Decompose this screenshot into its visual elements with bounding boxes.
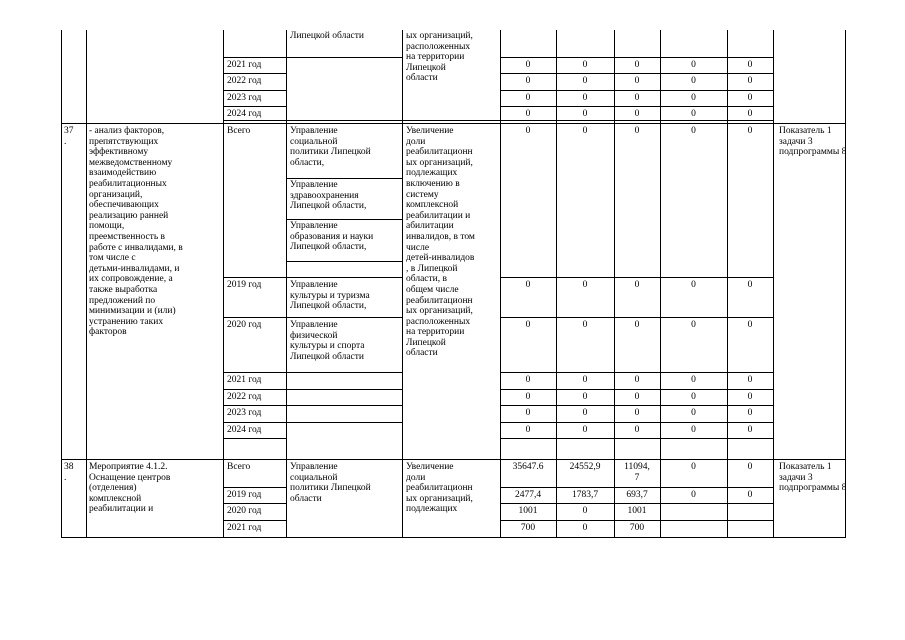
table-cell-value: 693,7 — [626, 490, 648, 500]
row-number: 38 . — [64, 462, 74, 483]
table-cell-year: 2024 год — [227, 425, 262, 435]
grid-line — [223, 106, 287, 107]
table-cell-value: 0 — [747, 425, 753, 435]
top-executor-text: Липецкой области — [290, 31, 365, 41]
grid-line — [286, 317, 403, 318]
table-cell-value: 0 — [691, 375, 696, 385]
grid-line — [61, 123, 846, 124]
table-cell-value: 0 — [582, 60, 588, 70]
table-cell-value: 0 — [634, 375, 640, 385]
indicator-text: Показатель 1 задачи 3 подпрограммы 8 — [779, 462, 847, 494]
table-cell-value: 0 — [634, 280, 640, 290]
table-cell-value: 0 — [634, 76, 640, 86]
grid-line — [500, 422, 774, 423]
table-cell-value: 0 — [691, 109, 696, 119]
table-cell-value: 1783,7 — [571, 490, 599, 500]
table-cell-value: 700 — [629, 523, 645, 533]
table-cell-value: 0 — [525, 93, 531, 103]
table-cell-value: 0 — [582, 408, 588, 418]
grid-line — [223, 277, 287, 278]
table-cell-year: 2022 год — [227, 392, 262, 402]
table-cell-value: 2477,4 — [514, 490, 542, 500]
grid-line — [286, 277, 403, 278]
table-cell-value: 0 — [525, 60, 531, 70]
grid-line — [61, 30, 62, 538]
table-cell-value: 0 — [634, 109, 640, 119]
executor-culture: Управление культуры и туризма Липецкой области, — [290, 280, 370, 312]
table-cell-value: 0 — [691, 490, 696, 500]
table-cell-year: Всего — [227, 462, 251, 472]
table-cell-year: 2019 год — [227, 490, 262, 500]
table-cell-value: 0 — [747, 280, 753, 290]
table-cell-value: 0 — [747, 320, 753, 330]
grid-line — [223, 372, 287, 373]
table-cell-value: 0 — [525, 320, 531, 330]
table-cell-value: 0 — [634, 408, 640, 418]
table-cell-value: 0 — [582, 109, 588, 119]
table-cell-value: 1001 — [518, 506, 538, 516]
executor-social-policy: Управление социальной политики Липецкой области — [290, 462, 371, 504]
grid-line — [223, 57, 287, 58]
grid-line — [223, 90, 287, 91]
grid-line — [500, 438, 774, 439]
executor-health: Управление здравоохранения Липецкой области, — [290, 180, 367, 212]
grid-line — [286, 57, 403, 58]
grid-line — [223, 503, 287, 504]
grid-line — [223, 405, 287, 406]
grid-line — [223, 487, 287, 488]
table-cell-year: 2020 год — [227, 506, 262, 516]
table-cell-value: 0 — [582, 506, 588, 516]
grid-line — [61, 459, 846, 460]
grid-line — [286, 405, 403, 406]
table-cell-value: 0 — [582, 523, 588, 533]
table-cell-value: 0 — [691, 462, 696, 472]
table-cell-value: 0 — [582, 280, 588, 290]
grid-line — [286, 178, 403, 179]
row-number: 37 . — [64, 126, 74, 147]
table-cell-value: 700 — [520, 523, 536, 533]
expected-result: Увеличение доли реабилитационн ых организаций, подлежащих включению в систему комплексной реабилитации и абилитации инвалидов, в том числе детей-инвалидов , в Липецкой области, в общем числе реабилитационн ых организаций, расположенных на территории Липецкой области — [406, 126, 475, 359]
table-cell-year: 2021 год — [227, 60, 262, 70]
table-cell-value: 0 — [747, 490, 753, 500]
table-cell-value: 0 — [525, 408, 531, 418]
grid-line — [500, 389, 774, 390]
grid-line — [500, 317, 774, 318]
table-cell-value: 0 — [582, 93, 588, 103]
table-cell-value: 0 — [634, 60, 640, 70]
table-cell-value: 0 — [634, 425, 640, 435]
top-result-text: ых организаций, расположенных на территории Липецкой области — [406, 31, 473, 84]
table-cell-value: 0 — [525, 76, 531, 86]
grid-line — [500, 90, 774, 91]
table-cell-year: 2021 год — [227, 375, 262, 385]
table-cell-value: 0 — [747, 408, 753, 418]
table-cell-value: 0 — [691, 93, 696, 103]
table-cell-value: 0 — [582, 375, 588, 385]
grid-line — [500, 503, 774, 504]
table-cell-value: 0 — [525, 375, 531, 385]
grid-line — [61, 537, 846, 538]
grid-line — [500, 487, 774, 488]
grid-line — [86, 30, 87, 538]
grid-line — [500, 405, 774, 406]
grid-line — [223, 120, 774, 121]
table-cell-value: 0 — [747, 93, 753, 103]
grid-line — [286, 422, 403, 423]
table-cell-value: 0 — [691, 280, 696, 290]
indicator-text: Показатель 1 задачи 3 подпрограммы 8 — [779, 126, 847, 158]
table-cell-value: 0 — [747, 392, 753, 402]
table-cell-value: 0 — [634, 93, 640, 103]
grid-line — [223, 520, 287, 521]
table-cell-year: Всего — [227, 126, 251, 136]
executor-social-policy: Управление социальной политики Липецкой области, — [290, 126, 371, 168]
table-cell-value: 0 — [691, 408, 696, 418]
table-cell-value: 0 — [691, 320, 696, 330]
table-cell-value: 0 — [747, 60, 753, 70]
grid-line — [500, 106, 774, 107]
activity-name: Мероприятие 4.1.2. Оснащение центров (отделения) комплексной реабилитации и — [89, 462, 171, 515]
table-cell-value: 0 — [582, 126, 588, 136]
table-cell-value: 0 — [691, 126, 696, 136]
grid-line — [286, 219, 403, 220]
table-cell-value: 0 — [525, 425, 531, 435]
grid-line — [286, 372, 403, 373]
executor-education: Управление образования и науки Липецкой области, — [290, 221, 374, 253]
table-cell-value: 0 — [747, 109, 753, 119]
expected-result: Увеличение доли реабилитационн ых организаций, подлежащих — [406, 462, 473, 515]
table-cell-year: 2023 год — [227, 408, 262, 418]
table-cell-value: 0 — [582, 320, 588, 330]
table-cell-value: 0 — [634, 126, 640, 136]
table-cell-year: 2019 год — [227, 280, 262, 290]
grid-line — [500, 520, 774, 521]
grid-line — [223, 73, 287, 74]
table-cell-value: 0 — [525, 280, 531, 290]
table-cell-year: 2024 год — [227, 109, 262, 119]
table-cell-value: 0 — [525, 126, 531, 136]
table-cell-year: 2021 год — [227, 523, 262, 533]
table-cell-value: 0 — [634, 320, 640, 330]
grid-line — [223, 317, 287, 318]
grid-line — [500, 73, 774, 74]
grid-line — [223, 120, 287, 121]
grid-line — [286, 389, 403, 390]
table-cell-value: 1001 — [627, 506, 647, 516]
table-cell-year: 2023 год — [227, 93, 262, 103]
table-cell-value: 0 — [747, 375, 753, 385]
table-cell-value: 0 — [525, 109, 531, 119]
table-cell-value: 0 — [582, 392, 588, 402]
table-cell-value: 11094, 7 — [624, 462, 650, 483]
table-cell-value: 0 — [525, 392, 531, 402]
grid-line — [223, 438, 287, 439]
table-cell-value: 24552,9 — [569, 462, 601, 472]
table-cell-value: 0 — [582, 76, 588, 86]
table-cell-value: 0 — [691, 425, 696, 435]
grid-line — [223, 389, 287, 390]
grid-line — [500, 277, 774, 278]
table-cell-value: 0 — [582, 425, 588, 435]
table-cell-year: 2022 год — [227, 76, 262, 86]
table-cell-value: 35647.6 — [512, 462, 544, 472]
table-cell-value: 0 — [691, 76, 696, 86]
table-cell-value: 0 — [747, 126, 753, 136]
table-cell-value: 0 — [691, 60, 696, 70]
grid-line — [402, 30, 403, 538]
grid-line — [500, 57, 774, 58]
table-cell-year: 2020 год — [227, 320, 262, 330]
grid-line — [223, 422, 287, 423]
grid-line — [500, 372, 774, 373]
executor-sport: Управление физической культуры и спорта Липецкой области — [290, 320, 365, 362]
table-cell-value: 0 — [747, 462, 753, 472]
table-cell-value: 0 — [634, 392, 640, 402]
table-cell-value: 0 — [691, 392, 696, 402]
table-cell-value: 0 — [747, 76, 753, 86]
grid-line — [286, 261, 403, 262]
activity-name: - анализ факторов, препятствующих эффективному межведомственному взаимодействию реабилитационных организаций, обеспечивающих реализацию ранней помощи, преемственность в работе с инвалидами, в том числе с детьми-инвалидами, и их сопровождение, а также выработка предложений по минимизации и (или) устранению таких факторов — [89, 126, 183, 338]
